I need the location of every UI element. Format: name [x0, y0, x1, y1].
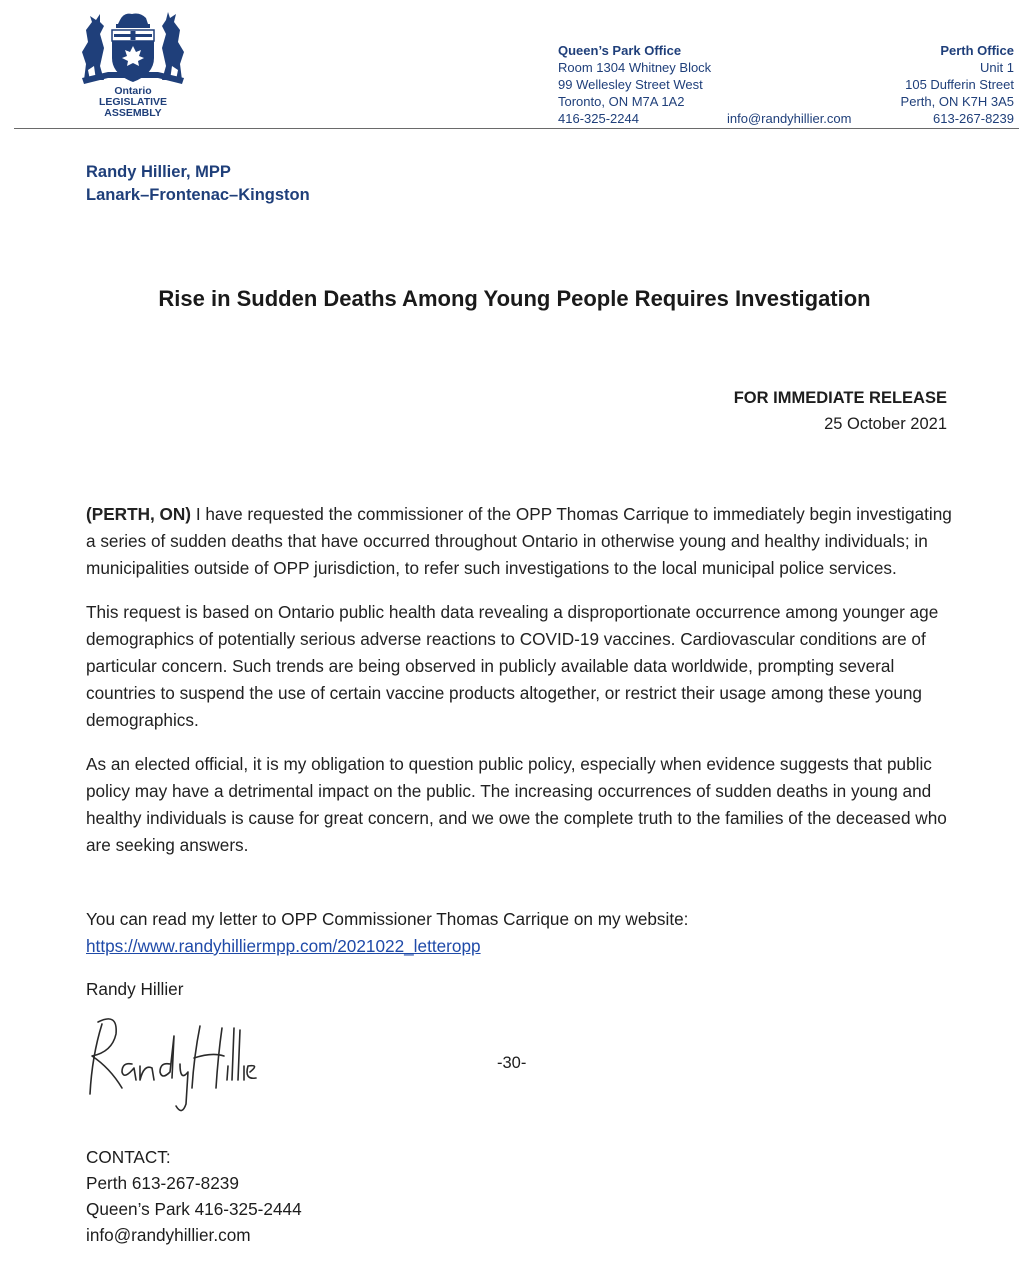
assembly-line-1: Ontario [114, 85, 152, 97]
perth-heading: Perth Office [940, 43, 1014, 58]
assembly-line-2: LEGISLATIVE [98, 96, 168, 108]
website-intro: You can read my letter to OPP Commissioner Thomas Carrique on my website: [86, 909, 689, 929]
body-text [86, 501, 966, 876]
author-name: Randy Hillier, MPP [86, 163, 231, 181]
contact-line: Queen’s Park 416-325-2444 [86, 1199, 302, 1219]
ontario-crest-logo [78, 8, 188, 88]
author-riding: Lanark–Frontenac–Kingston [86, 186, 310, 204]
dateline: (PERTH, ON) [86, 504, 192, 524]
release-block [734, 385, 947, 437]
letterhead-divider [14, 128, 1019, 129]
perth-line: Unit 1 [980, 60, 1014, 75]
paragraph-1 [86, 501, 966, 582]
perth-phone: 613-267-8239 [933, 111, 1014, 126]
author-block [86, 161, 310, 207]
release-label: FOR IMMEDIATE RELEASE [733, 389, 947, 407]
contact-line: info@randyhillier.com [86, 1225, 251, 1245]
press-release-title: Rise in Sudden Deaths Among Young People Requires Investigation [158, 286, 871, 311]
assembly-wordmark [74, 86, 192, 119]
handwritten-signature [82, 1006, 257, 1116]
release-date: 25 October 2021 [824, 415, 947, 433]
end-mark: -30- [497, 1054, 527, 1072]
queens-park-line: Room 1304 Whitney Block [558, 60, 712, 75]
letterhead-email: info@randyhillier.com [727, 111, 852, 126]
queens-park-line: 99 Wellesley Street West [558, 77, 703, 92]
website-link[interactable]: https://www.randyhilliermpp.com/2021022_letteropp [86, 936, 481, 956]
queens-park-phone: 416-325-2244 [558, 111, 639, 126]
queens-park-line: Toronto, ON M7A 1A2 [558, 94, 685, 109]
queens-park-office-address [558, 42, 711, 127]
website-paragraph [86, 906, 966, 960]
perth-line: Perth, ON K7H 3A5 [900, 94, 1014, 109]
paragraph-3: As an elected official, it is my obligation to question public policy, especially when evidence suggests that public policy may have a detrimental impact on the public. The increasing occurrences of sudden deaths in young and healthy individuals is cause for great concern, and we owe the complete truth to the families of the deceased who are seeking answers. [86, 754, 947, 855]
queens-park-heading: Queen’s Park Office [558, 43, 682, 58]
signoff-name: Randy Hillier [86, 979, 184, 999]
contact-heading: CONTACT: [86, 1147, 171, 1167]
assembly-line-3: ASSEMBLY [104, 107, 162, 119]
perth-line: 105 Dufferin Street [905, 77, 1014, 92]
contact-line: Perth 613-267-8239 [86, 1173, 239, 1193]
paragraph-2: This request is based on Ontario public health data revealing a disproportionate occurrence among younger age demographics of potentially serious adverse reactions to COVID-19 vaccines. Cardiovascular conditions are of particular concern. Such trends are being observed in publicly available data worldwide, prompting several countries to suspend the use of certain vaccine products altogether, or restrict their usage among these young demographics. [86, 602, 939, 730]
perth-office-address [901, 42, 1014, 127]
contact-block [86, 1144, 302, 1248]
paragraph-1-text: I have requested the commissioner of the OPP Thomas Carrique to immediately begin investigating a series of sudden deaths that have occurred throughout Ontario in otherwise young and healthy individuals; in municipalities outside of OPP jurisdiction, to refer such investigations to the local municipal police services. [86, 504, 952, 578]
